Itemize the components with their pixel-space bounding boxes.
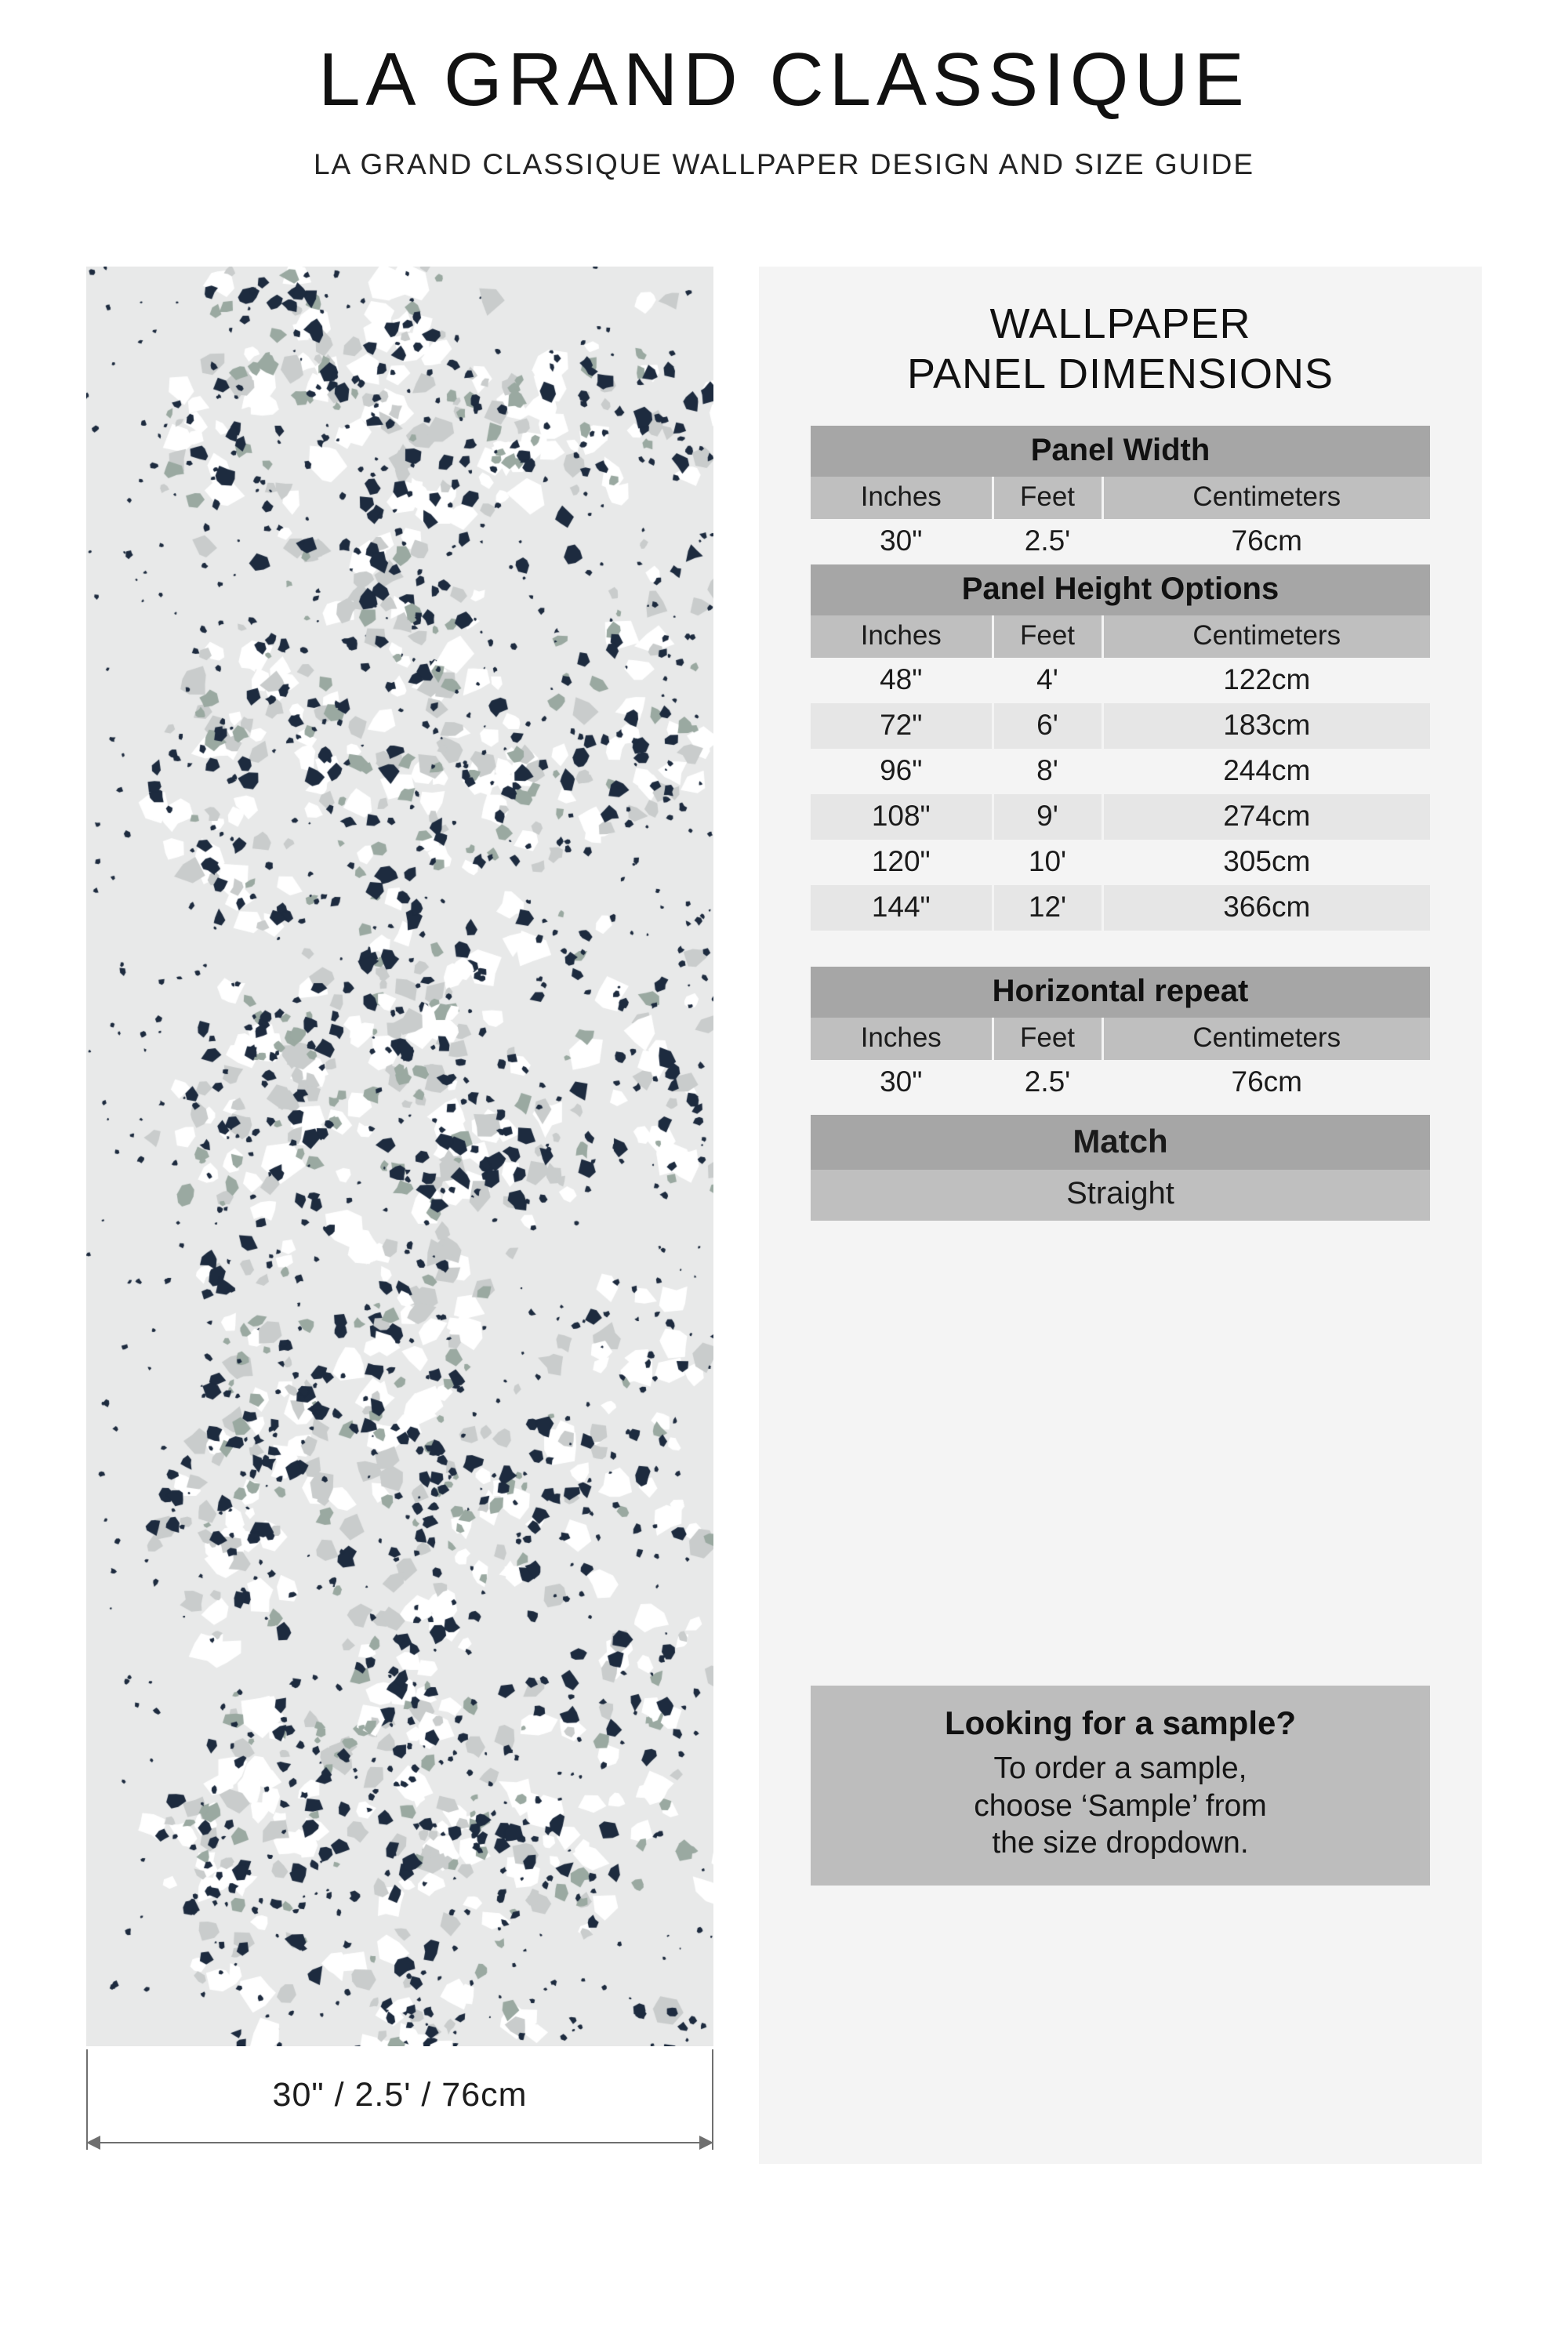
match-value-row bbox=[811, 1170, 1430, 1221]
width-caption: 30" / 2.5' / 76cm bbox=[272, 2076, 528, 2114]
cell-feet: 2.5' bbox=[993, 519, 1102, 564]
column-header-feet: Feet bbox=[993, 477, 1102, 519]
column-header-centimeters: Centimeters bbox=[1102, 615, 1430, 658]
column-header-inches: Inches bbox=[811, 1018, 993, 1060]
table-header-row bbox=[811, 1018, 1430, 1060]
table-row bbox=[811, 885, 1430, 931]
table-title: Panel Height Options bbox=[811, 564, 1430, 615]
cell-inches: 108" bbox=[811, 794, 993, 840]
cell-inches: 48" bbox=[811, 658, 993, 703]
table-title-row bbox=[811, 426, 1430, 477]
cell-inches: 96" bbox=[811, 749, 993, 794]
sample-title: Looking for a sample? bbox=[944, 1704, 1297, 1741]
cell-feet: 8' bbox=[993, 749, 1102, 794]
wallpaper-swatch-section bbox=[86, 267, 713, 2167]
column-header-feet: Feet bbox=[993, 1018, 1102, 1060]
page-subtitle: LA GRAND CLASSIQUE WALLPAPER DESIGN AND SIZE GUIDE bbox=[313, 147, 1254, 180]
terrazzo-pattern-canvas bbox=[86, 267, 713, 2046]
cell-inches: 30" bbox=[811, 1060, 993, 1105]
cell-feet: 6' bbox=[993, 703, 1102, 749]
cell-feet: 2.5' bbox=[993, 1060, 1102, 1105]
cell-feet: 12' bbox=[993, 885, 1102, 931]
table-row bbox=[811, 840, 1430, 885]
measure-line bbox=[86, 2142, 713, 2143]
column-header-centimeters: Centimeters bbox=[1102, 1018, 1430, 1060]
cell-inches: 30" bbox=[811, 519, 993, 564]
cell-feet: 9' bbox=[993, 794, 1102, 840]
match-value: Straight bbox=[811, 1170, 1430, 1221]
cell-centimeters: 122cm bbox=[1223, 663, 1311, 696]
table-horizontal-repeat bbox=[811, 967, 1430, 1105]
wallpaper-swatch-image bbox=[86, 267, 713, 2046]
column-header-centimeters: Centimeters bbox=[1102, 477, 1430, 519]
cell-centimeters: 183cm bbox=[1102, 703, 1430, 749]
table-row bbox=[811, 703, 1430, 749]
sample-line-3: the size dropdown. bbox=[992, 1826, 1249, 1860]
width-measurement bbox=[86, 2049, 713, 2167]
match-title: Match bbox=[811, 1115, 1430, 1170]
cell-centimeters: 366cm bbox=[1102, 885, 1430, 931]
table-row bbox=[811, 749, 1430, 794]
table-row bbox=[811, 1060, 1430, 1105]
table-header-row bbox=[811, 615, 1430, 658]
table-title-row bbox=[811, 564, 1430, 615]
table-match bbox=[811, 1115, 1430, 1221]
table-title: Horizontal repeat bbox=[811, 967, 1430, 1018]
dimension-tables bbox=[811, 426, 1430, 1221]
cell-centimeters: 76cm bbox=[1231, 1065, 1302, 1098]
panel-heading bbox=[759, 299, 1482, 399]
cell-feet: 4' bbox=[993, 658, 1102, 703]
cell-centimeters: 274cm bbox=[1102, 794, 1430, 840]
column-header-inches: Inches bbox=[811, 477, 993, 519]
table-row bbox=[811, 519, 1430, 564]
arrow-left-icon bbox=[86, 2136, 100, 2150]
arrow-right-icon bbox=[699, 2136, 713, 2150]
dimensions-panel bbox=[759, 267, 1482, 2164]
sample-info-box bbox=[811, 1686, 1430, 1886]
column-header-inches: Inches bbox=[811, 615, 993, 658]
column-header-feet: Feet bbox=[993, 615, 1102, 658]
panel-heading-line2: PANEL DIMENSIONS bbox=[906, 350, 1334, 397]
main-content bbox=[0, 267, 1568, 2274]
sample-line-2: choose ‘Sample’ from bbox=[974, 1788, 1267, 1823]
table-title-row bbox=[811, 967, 1430, 1018]
panel-heading-line1: WALLPAPER bbox=[989, 300, 1251, 347]
match-title-row bbox=[811, 1115, 1430, 1170]
table-panel-width bbox=[811, 426, 1430, 564]
cell-inches: 144" bbox=[811, 885, 993, 931]
table-row bbox=[811, 794, 1430, 840]
cell-inches: 72" bbox=[811, 703, 993, 749]
table-row bbox=[811, 658, 1430, 703]
cell-centimeters: 244cm bbox=[1223, 754, 1311, 787]
page-header bbox=[0, 0, 1568, 181]
table-title: Panel Width bbox=[811, 426, 1430, 477]
sample-line-1: To order a sample, bbox=[993, 1751, 1247, 1785]
table-header-row bbox=[811, 477, 1430, 519]
table-panel-height-options bbox=[811, 564, 1430, 931]
cell-inches: 120" bbox=[811, 840, 993, 885]
cell-centimeters: 76cm bbox=[1231, 524, 1302, 557]
cell-centimeters: 305cm bbox=[1223, 845, 1311, 878]
cell-feet: 10' bbox=[993, 840, 1102, 885]
page-title: LA GRAND CLASSIQUE bbox=[318, 38, 1250, 122]
